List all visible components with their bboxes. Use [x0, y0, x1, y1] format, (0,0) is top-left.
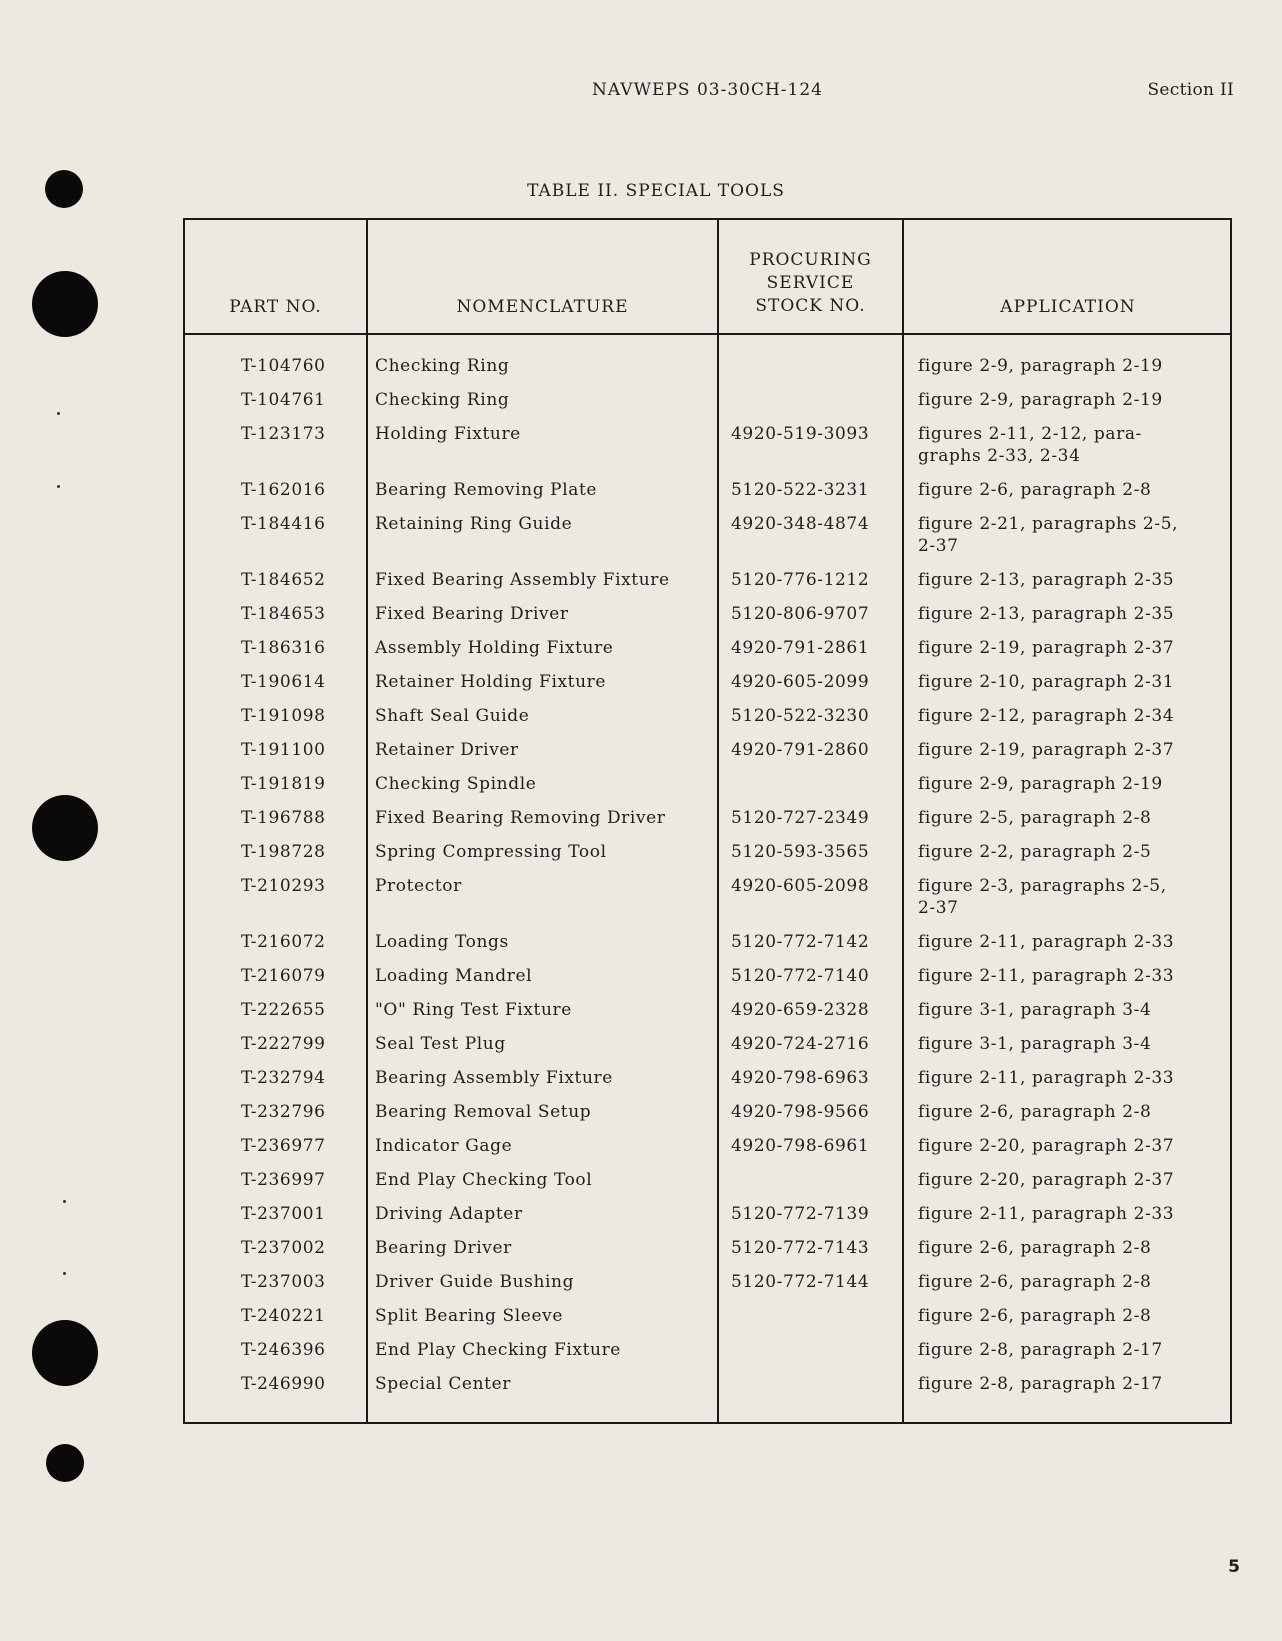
part-no-cell: T-232794: [241, 1068, 326, 1088]
special-tools-table: [183, 218, 1232, 1424]
application-cell: figure 3-1, paragraph 3-4: [918, 1000, 1152, 1020]
table-row: [185, 1203, 1230, 1237]
part-no-cell: T-236997: [241, 1170, 326, 1190]
nomenclature-cell: Bearing Removing Plate: [375, 480, 598, 500]
part-no-cell: T-222655: [241, 1000, 326, 1020]
part-no-cell: T-184416: [241, 514, 326, 534]
nomenclature-cell: Shaft Seal Guide: [375, 706, 530, 726]
part-no-cell: T-191819: [241, 774, 326, 794]
table-row: [185, 1305, 1230, 1339]
application-cell: figure 2-21, paragraphs 2-5, 2-37: [918, 514, 1179, 556]
column-header-stock-no: [719, 249, 902, 318]
nomenclature-cell: End Play Checking Fixture: [375, 1340, 621, 1360]
table-row: [185, 965, 1230, 999]
part-no-cell: T-232796: [241, 1102, 326, 1122]
table-row: [185, 841, 1230, 875]
nomenclature-cell: Indicator Gage: [375, 1136, 513, 1156]
table-row: [185, 999, 1230, 1033]
application-cell: figure 2-6, paragraph 2-8: [918, 1102, 1152, 1122]
part-no-cell: T-237001: [241, 1204, 326, 1224]
part-no-cell: T-240221: [241, 1306, 326, 1326]
part-no-cell: T-237002: [241, 1238, 326, 1258]
table-row: [185, 1101, 1230, 1135]
application-cell: figure 3-1, paragraph 3-4: [918, 1034, 1152, 1054]
header-divider: [185, 333, 1230, 335]
part-no-cell: T-184653: [241, 604, 326, 624]
stock-no-cell: 4920-605-2099: [731, 672, 870, 692]
application-cell: figure 2-9, paragraph 2-19: [918, 774, 1163, 794]
table-row: [185, 739, 1230, 773]
stock-no-cell: 4920-791-2861: [731, 638, 870, 658]
table-row: [185, 513, 1230, 569]
nomenclature-cell: Retainer Holding Fixture: [375, 672, 607, 692]
application-cell: figure 2-5, paragraph 2-8: [918, 808, 1152, 828]
nomenclature-cell: Special Center: [375, 1374, 511, 1394]
stock-no-cell: 4920-798-9566: [731, 1102, 870, 1122]
nomenclature-cell: Spring Compressing Tool: [375, 842, 607, 862]
binder-hole: [32, 1320, 98, 1386]
table-row: [185, 773, 1230, 807]
speck: [63, 1200, 66, 1203]
stock-no-cell: 4920-519-3093: [731, 424, 870, 444]
table-row: [185, 1237, 1230, 1271]
stock-no-cell: 4920-724-2716: [731, 1034, 870, 1054]
part-no-cell: T-162016: [241, 480, 326, 500]
stock-no-header-line: STOCK NO.: [755, 296, 866, 316]
part-no-cell: T-246990: [241, 1374, 326, 1394]
table-row: [185, 1169, 1230, 1203]
column-header-application: APPLICATION: [1000, 297, 1136, 317]
table-row: [185, 705, 1230, 739]
nomenclature-cell: Driving Adapter: [375, 1204, 523, 1224]
part-no-cell: T-104761: [241, 390, 326, 410]
document-number: NAVWEPS 03-30CH-124: [592, 80, 823, 100]
nomenclature-cell: "O" Ring Test Fixture: [375, 1000, 572, 1020]
nomenclature-cell: Bearing Removal Setup: [375, 1102, 592, 1122]
stock-no-cell: 5120-772-7144: [731, 1272, 870, 1292]
part-no-cell: T-246396: [241, 1340, 326, 1360]
binder-hole: [32, 795, 98, 861]
application-cell: figure 2-11, paragraph 2-33: [918, 932, 1175, 952]
application-cell: figure 2-10, paragraph 2-31: [918, 672, 1175, 692]
table-row: [185, 1033, 1230, 1067]
nomenclature-cell: Retainer Driver: [375, 740, 519, 760]
stock-no-cell: 5120-776-1212: [731, 570, 870, 590]
table-row: [185, 875, 1230, 931]
part-no-cell: T-216079: [241, 966, 326, 986]
speck: [63, 1272, 66, 1275]
stock-no-cell: 4920-605-2098: [731, 876, 870, 896]
page-number: 5: [1228, 1557, 1240, 1577]
part-no-cell: T-210293: [241, 876, 326, 896]
section-label: Section II: [1147, 80, 1234, 100]
table-row: [185, 1067, 1230, 1101]
application-cell: figure 2-11, paragraph 2-33: [918, 1204, 1175, 1224]
nomenclature-cell: Checking Ring: [375, 390, 510, 410]
table-row: [185, 423, 1230, 479]
part-no-cell: T-222799: [241, 1034, 326, 1054]
application-cell: figure 2-3, paragraphs 2-5, 2-37: [918, 876, 1167, 918]
application-cell: figure 2-8, paragraph 2-17: [918, 1340, 1163, 1360]
stock-no-cell: 5120-772-7139: [731, 1204, 870, 1224]
application-cell: figure 2-11, paragraph 2-33: [918, 966, 1175, 986]
table-row: [185, 931, 1230, 965]
stock-no-cell: 5120-772-7140: [731, 966, 870, 986]
application-cell: figure 2-12, paragraph 2-34: [918, 706, 1175, 726]
table-row: [185, 389, 1230, 423]
nomenclature-cell: Driver Guide Bushing: [375, 1272, 575, 1292]
speck: [57, 412, 60, 415]
nomenclature-cell: End Play Checking Tool: [375, 1170, 593, 1190]
application-cell: figure 2-6, paragraph 2-8: [918, 1306, 1152, 1326]
nomenclature-cell: Assembly Holding Fixture: [375, 638, 614, 658]
table-row: [185, 479, 1230, 513]
nomenclature-cell: Loading Mandrel: [375, 966, 533, 986]
stock-no-cell: 4920-348-4874: [731, 514, 870, 534]
binder-hole: [46, 1444, 84, 1482]
stock-no-header-line: PROCURING: [749, 250, 872, 270]
table-row: [185, 1135, 1230, 1169]
stock-no-header-line: SERVICE: [766, 273, 855, 293]
nomenclature-cell: Checking Spindle: [375, 774, 537, 794]
part-no-cell: T-104760: [241, 356, 326, 376]
table-row: [185, 355, 1230, 389]
application-cell: figure 2-2, paragraph 2-5: [918, 842, 1152, 862]
stock-no-cell: 5120-727-2349: [731, 808, 870, 828]
nomenclature-cell: Seal Test Plug: [375, 1034, 506, 1054]
application-cell: figure 2-19, paragraph 2-37: [918, 740, 1175, 760]
stock-no-cell: 4920-798-6961: [731, 1136, 870, 1156]
nomenclature-cell: Bearing Driver: [375, 1238, 512, 1258]
part-no-cell: T-123173: [241, 424, 326, 444]
nomenclature-cell: Fixed Bearing Assembly Fixture: [375, 570, 670, 590]
table-row: [185, 1373, 1230, 1407]
application-cell: figure 2-13, paragraph 2-35: [918, 570, 1175, 590]
application-cell: figure 2-13, paragraph 2-35: [918, 604, 1175, 624]
nomenclature-cell: Bearing Assembly Fixture: [375, 1068, 613, 1088]
table-body: [185, 355, 1230, 1407]
stock-no-cell: 5120-522-3231: [731, 480, 870, 500]
column-header-nomenclature: NOMENCLATURE: [456, 297, 629, 317]
part-no-cell: T-191098: [241, 706, 326, 726]
application-cell: figure 2-11, paragraph 2-33: [918, 1068, 1175, 1088]
nomenclature-cell: Protector: [375, 876, 462, 896]
application-cell: figure 2-9, paragraph 2-19: [918, 390, 1163, 410]
application-cell: figures 2-11, 2-12, para- graphs 2-33, 2-34: [918, 424, 1142, 466]
table-row: [185, 671, 1230, 705]
nomenclature-cell: Split Bearing Sleeve: [375, 1306, 563, 1326]
stock-no-cell: 5120-806-9707: [731, 604, 870, 624]
stock-no-cell: 5120-593-3565: [731, 842, 870, 862]
binder-hole: [32, 271, 98, 337]
nomenclature-cell: Retaining Ring Guide: [375, 514, 573, 534]
application-cell: figure 2-6, paragraph 2-8: [918, 1238, 1152, 1258]
column-header-part-no: PART NO.: [229, 297, 322, 317]
table-row: [185, 569, 1230, 603]
stock-no-cell: 4920-798-6963: [731, 1068, 870, 1088]
speck: [57, 485, 60, 488]
stock-no-cell: 4920-659-2328: [731, 1000, 870, 1020]
part-no-cell: T-236977: [241, 1136, 326, 1156]
table-row: [185, 603, 1230, 637]
part-no-cell: T-184652: [241, 570, 326, 590]
part-no-cell: T-198728: [241, 842, 326, 862]
table-row: [185, 637, 1230, 671]
application-cell: figure 2-19, paragraph 2-37: [918, 638, 1175, 658]
table-row: [185, 807, 1230, 841]
part-no-cell: T-216072: [241, 932, 326, 952]
stock-no-cell: 5120-772-7142: [731, 932, 870, 952]
application-cell: figure 2-8, paragraph 2-17: [918, 1374, 1163, 1394]
part-no-cell: T-190614: [241, 672, 326, 692]
stock-no-cell: 5120-522-3230: [731, 706, 870, 726]
application-cell: figure 2-9, paragraph 2-19: [918, 356, 1163, 376]
stock-no-cell: 5120-772-7143: [731, 1238, 870, 1258]
application-cell: figure 2-6, paragraph 2-8: [918, 1272, 1152, 1292]
part-no-cell: T-191100: [241, 740, 326, 760]
nomenclature-cell: Loading Tongs: [375, 932, 509, 952]
part-no-cell: T-237003: [241, 1272, 326, 1292]
nomenclature-cell: Checking Ring: [375, 356, 510, 376]
table-title: TABLE II. SPECIAL TOOLS: [527, 181, 785, 201]
application-cell: figure 2-6, paragraph 2-8: [918, 480, 1152, 500]
table-row: [185, 1339, 1230, 1373]
application-cell: figure 2-20, paragraph 2-37: [918, 1136, 1175, 1156]
stock-no-cell: 4920-791-2860: [731, 740, 870, 760]
table-row: [185, 1271, 1230, 1305]
application-cell: figure 2-20, paragraph 2-37: [918, 1170, 1175, 1190]
nomenclature-cell: Fixed Bearing Removing Driver: [375, 808, 666, 828]
part-no-cell: T-186316: [241, 638, 326, 658]
nomenclature-cell: Holding Fixture: [375, 424, 521, 444]
part-no-cell: T-196788: [241, 808, 326, 828]
nomenclature-cell: Fixed Bearing Driver: [375, 604, 569, 624]
